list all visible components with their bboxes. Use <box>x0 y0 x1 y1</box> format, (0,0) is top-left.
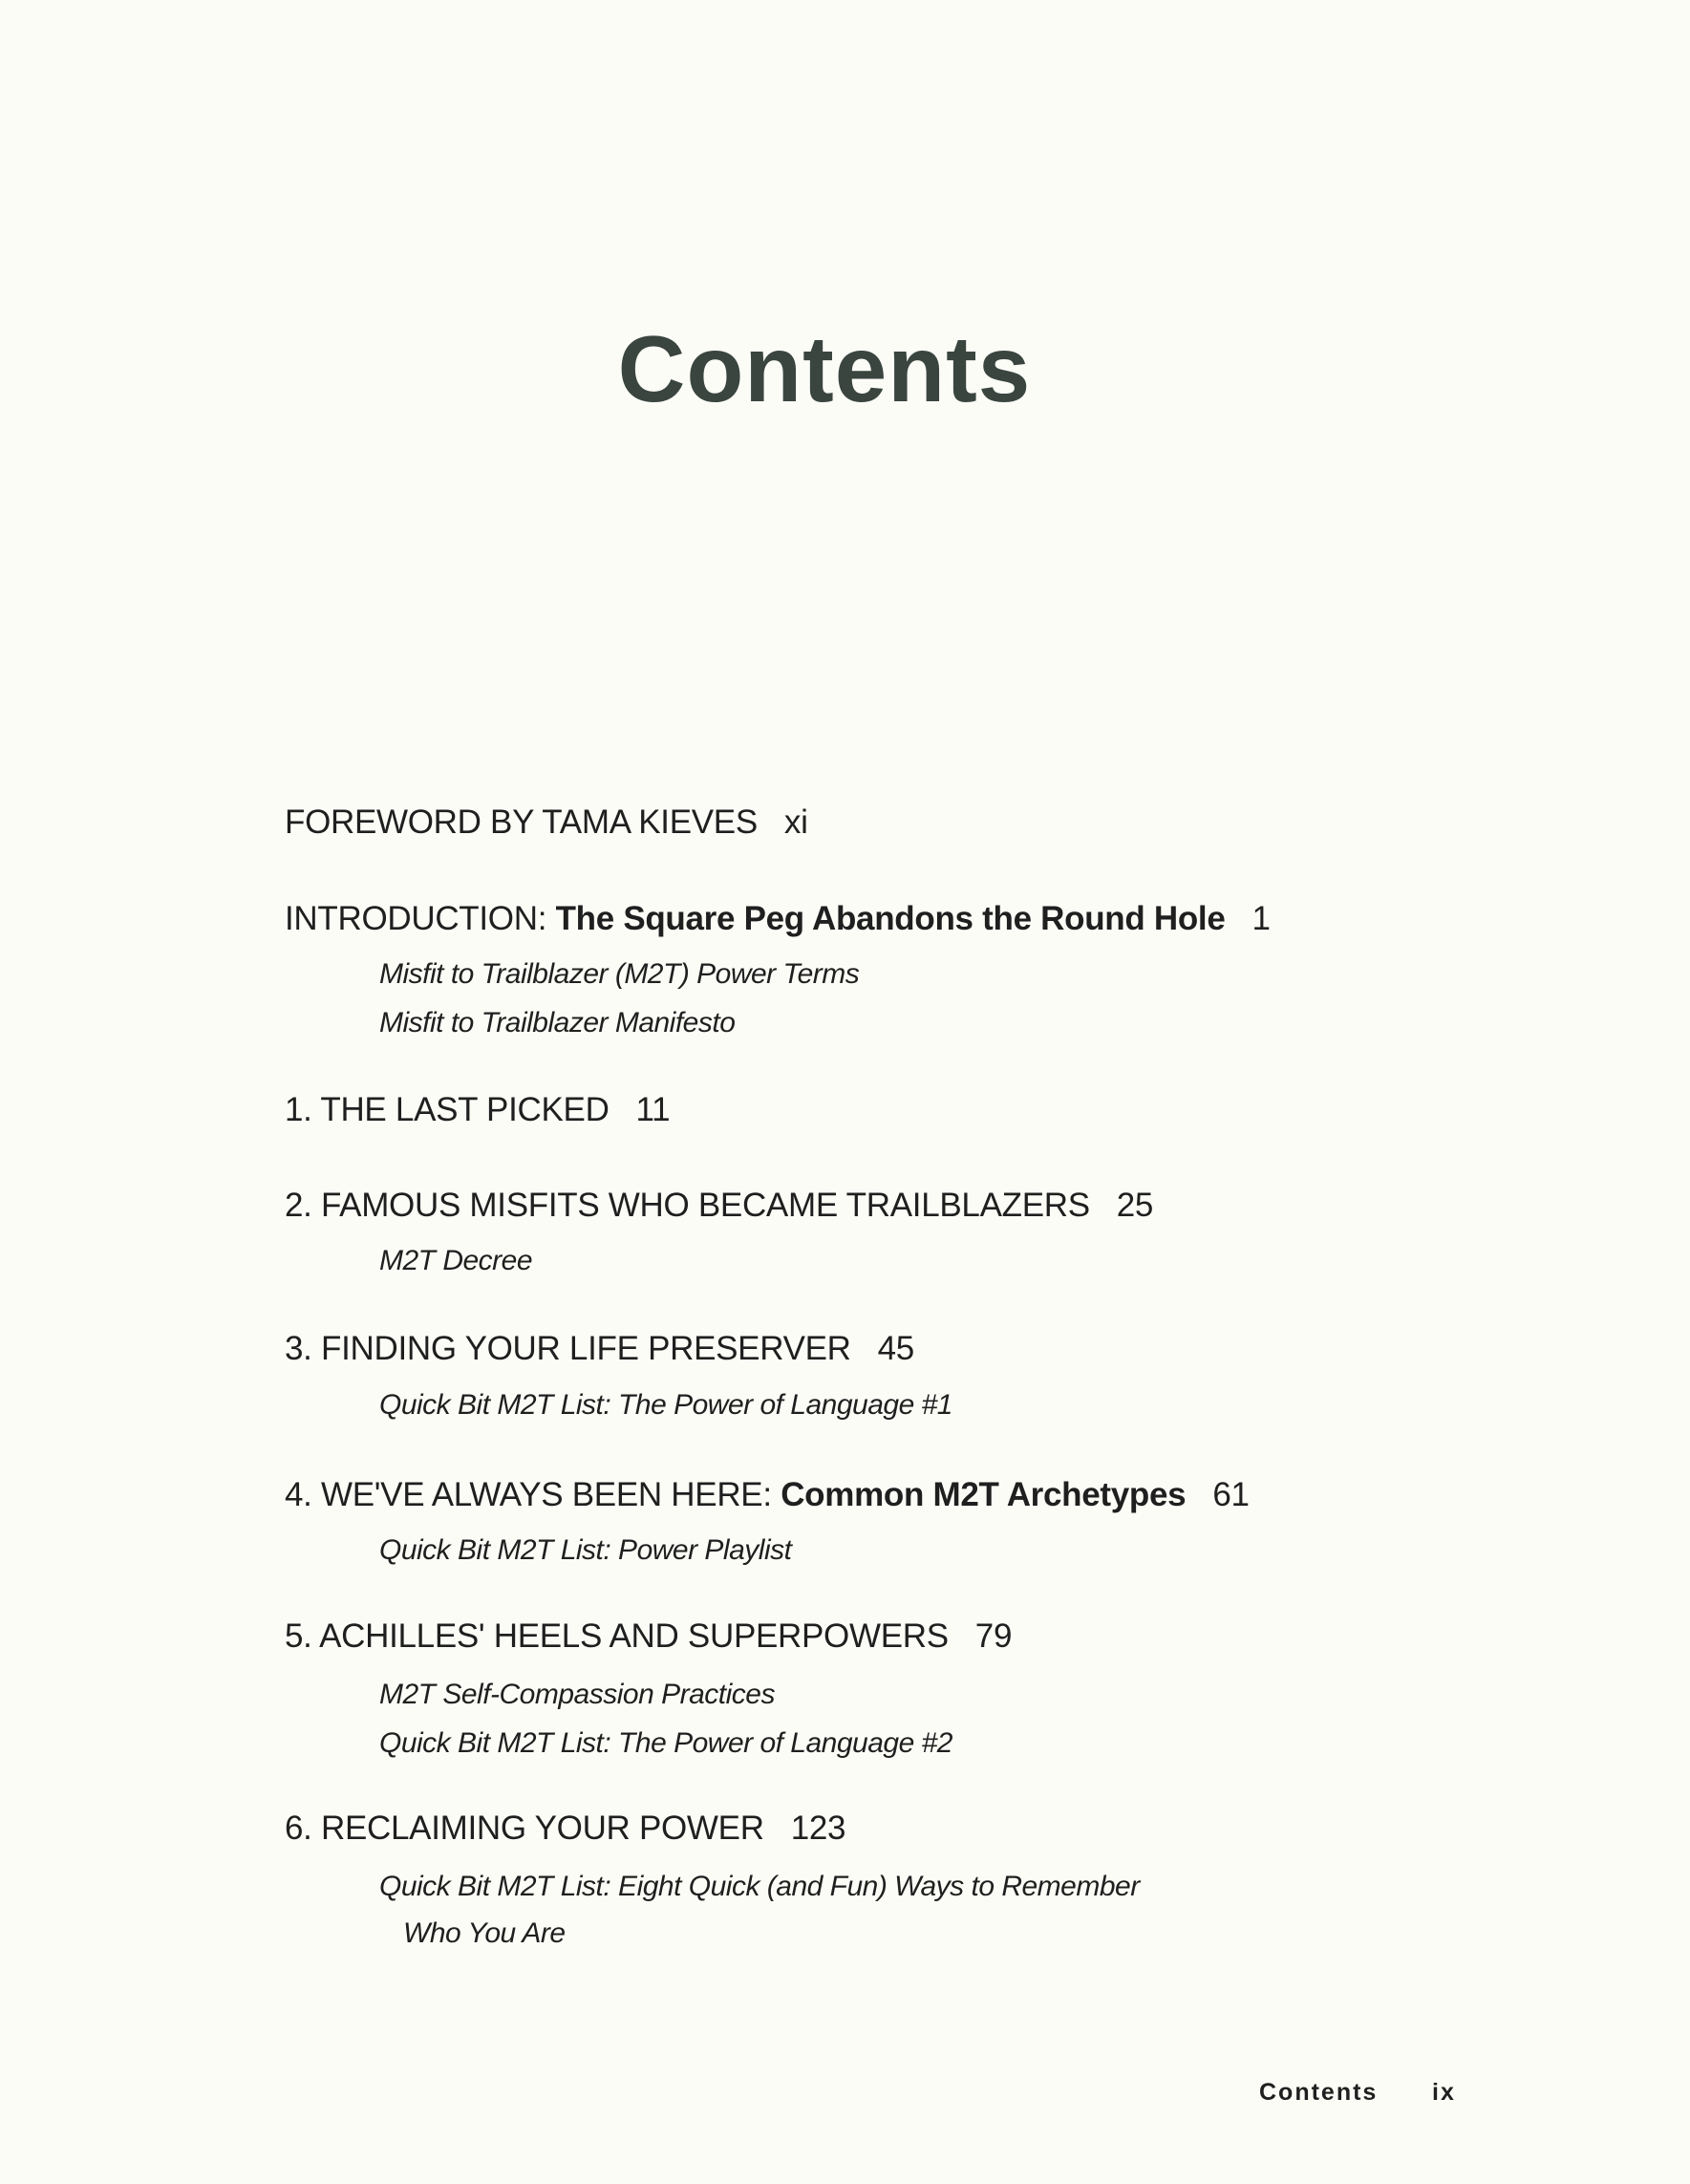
toc-entry-chapter-5 <box>285 1617 1012 1656</box>
toc-subentry-continuation: Who You Are <box>403 1917 566 1949</box>
toc-entry-chapter-3 <box>285 1330 914 1368</box>
toc-subentry: Quick Bit M2T List: The Power of Language #2 <box>379 1727 952 1759</box>
toc-subentry: Quick Bit M2T List: The Power of Language #1 <box>379 1389 952 1421</box>
running-footer-section: Contents <box>1259 2079 1379 2106</box>
entry-page: 79 <box>974 1617 1013 1655</box>
toc-entry-foreword <box>285 803 808 842</box>
entry-title: 2. FAMOUS MISFITS WHO BECAME TRAILBLAZERS <box>285 1187 1090 1224</box>
toc-subentry: Misfit to Trailblazer (M2T) Power Terms <box>379 958 860 990</box>
entry-subtitle: The Square Peg Abandons the Round Hole <box>546 900 1226 937</box>
toc-subentry: Quick Bit M2T List: Eight Quick (and Fun) Ways to Remember <box>379 1871 1140 1902</box>
entry-page: 1 <box>1251 900 1271 937</box>
entry-page: 11 <box>635 1091 671 1128</box>
toc-entry-chapter-2 <box>285 1187 1153 1225</box>
page-title: Contents <box>617 316 1032 421</box>
entry-title: 4. WE'VE ALWAYS BEEN HERE: <box>285 1476 772 1513</box>
toc-entry-chapter-4 <box>285 1476 1250 1514</box>
toc-subentry: M2T Decree <box>379 1245 533 1276</box>
entry-title: 1. THE LAST PICKED <box>285 1091 610 1128</box>
entry-title: 6. RECLAIMING YOUR POWER <box>285 1809 764 1847</box>
toc-entry-chapter-1 <box>285 1091 670 1129</box>
toc-entry-introduction <box>285 900 1271 938</box>
entry-title: INTRODUCTION: <box>285 900 547 937</box>
entry-page: 45 <box>877 1330 914 1367</box>
entry-title: 3. FINDING YOUR LIFE PRESERVER <box>285 1330 851 1367</box>
entry-title: 5. ACHILLES' HEELS AND SUPERPOWERS <box>285 1617 949 1655</box>
entry-page: 25 <box>1116 1187 1154 1224</box>
entry-page: 123 <box>790 1809 846 1847</box>
toc-subentry: Quick Bit M2T List: Power Playlist <box>379 1534 792 1566</box>
toc-subentry: M2T Self-Compassion Practices <box>379 1679 775 1710</box>
entry-subtitle: Common M2T Archetypes <box>771 1476 1187 1513</box>
toc-entry-chapter-6 <box>285 1809 845 1848</box>
entry-title: FOREWORD BY TAMA KIEVES <box>285 803 758 841</box>
entry-page: 61 <box>1212 1476 1250 1513</box>
entry-page: xi <box>783 803 808 841</box>
page-number: ix <box>1432 2079 1456 2106</box>
toc-subentry: Misfit to Trailblazer Manifesto <box>379 1007 736 1038</box>
